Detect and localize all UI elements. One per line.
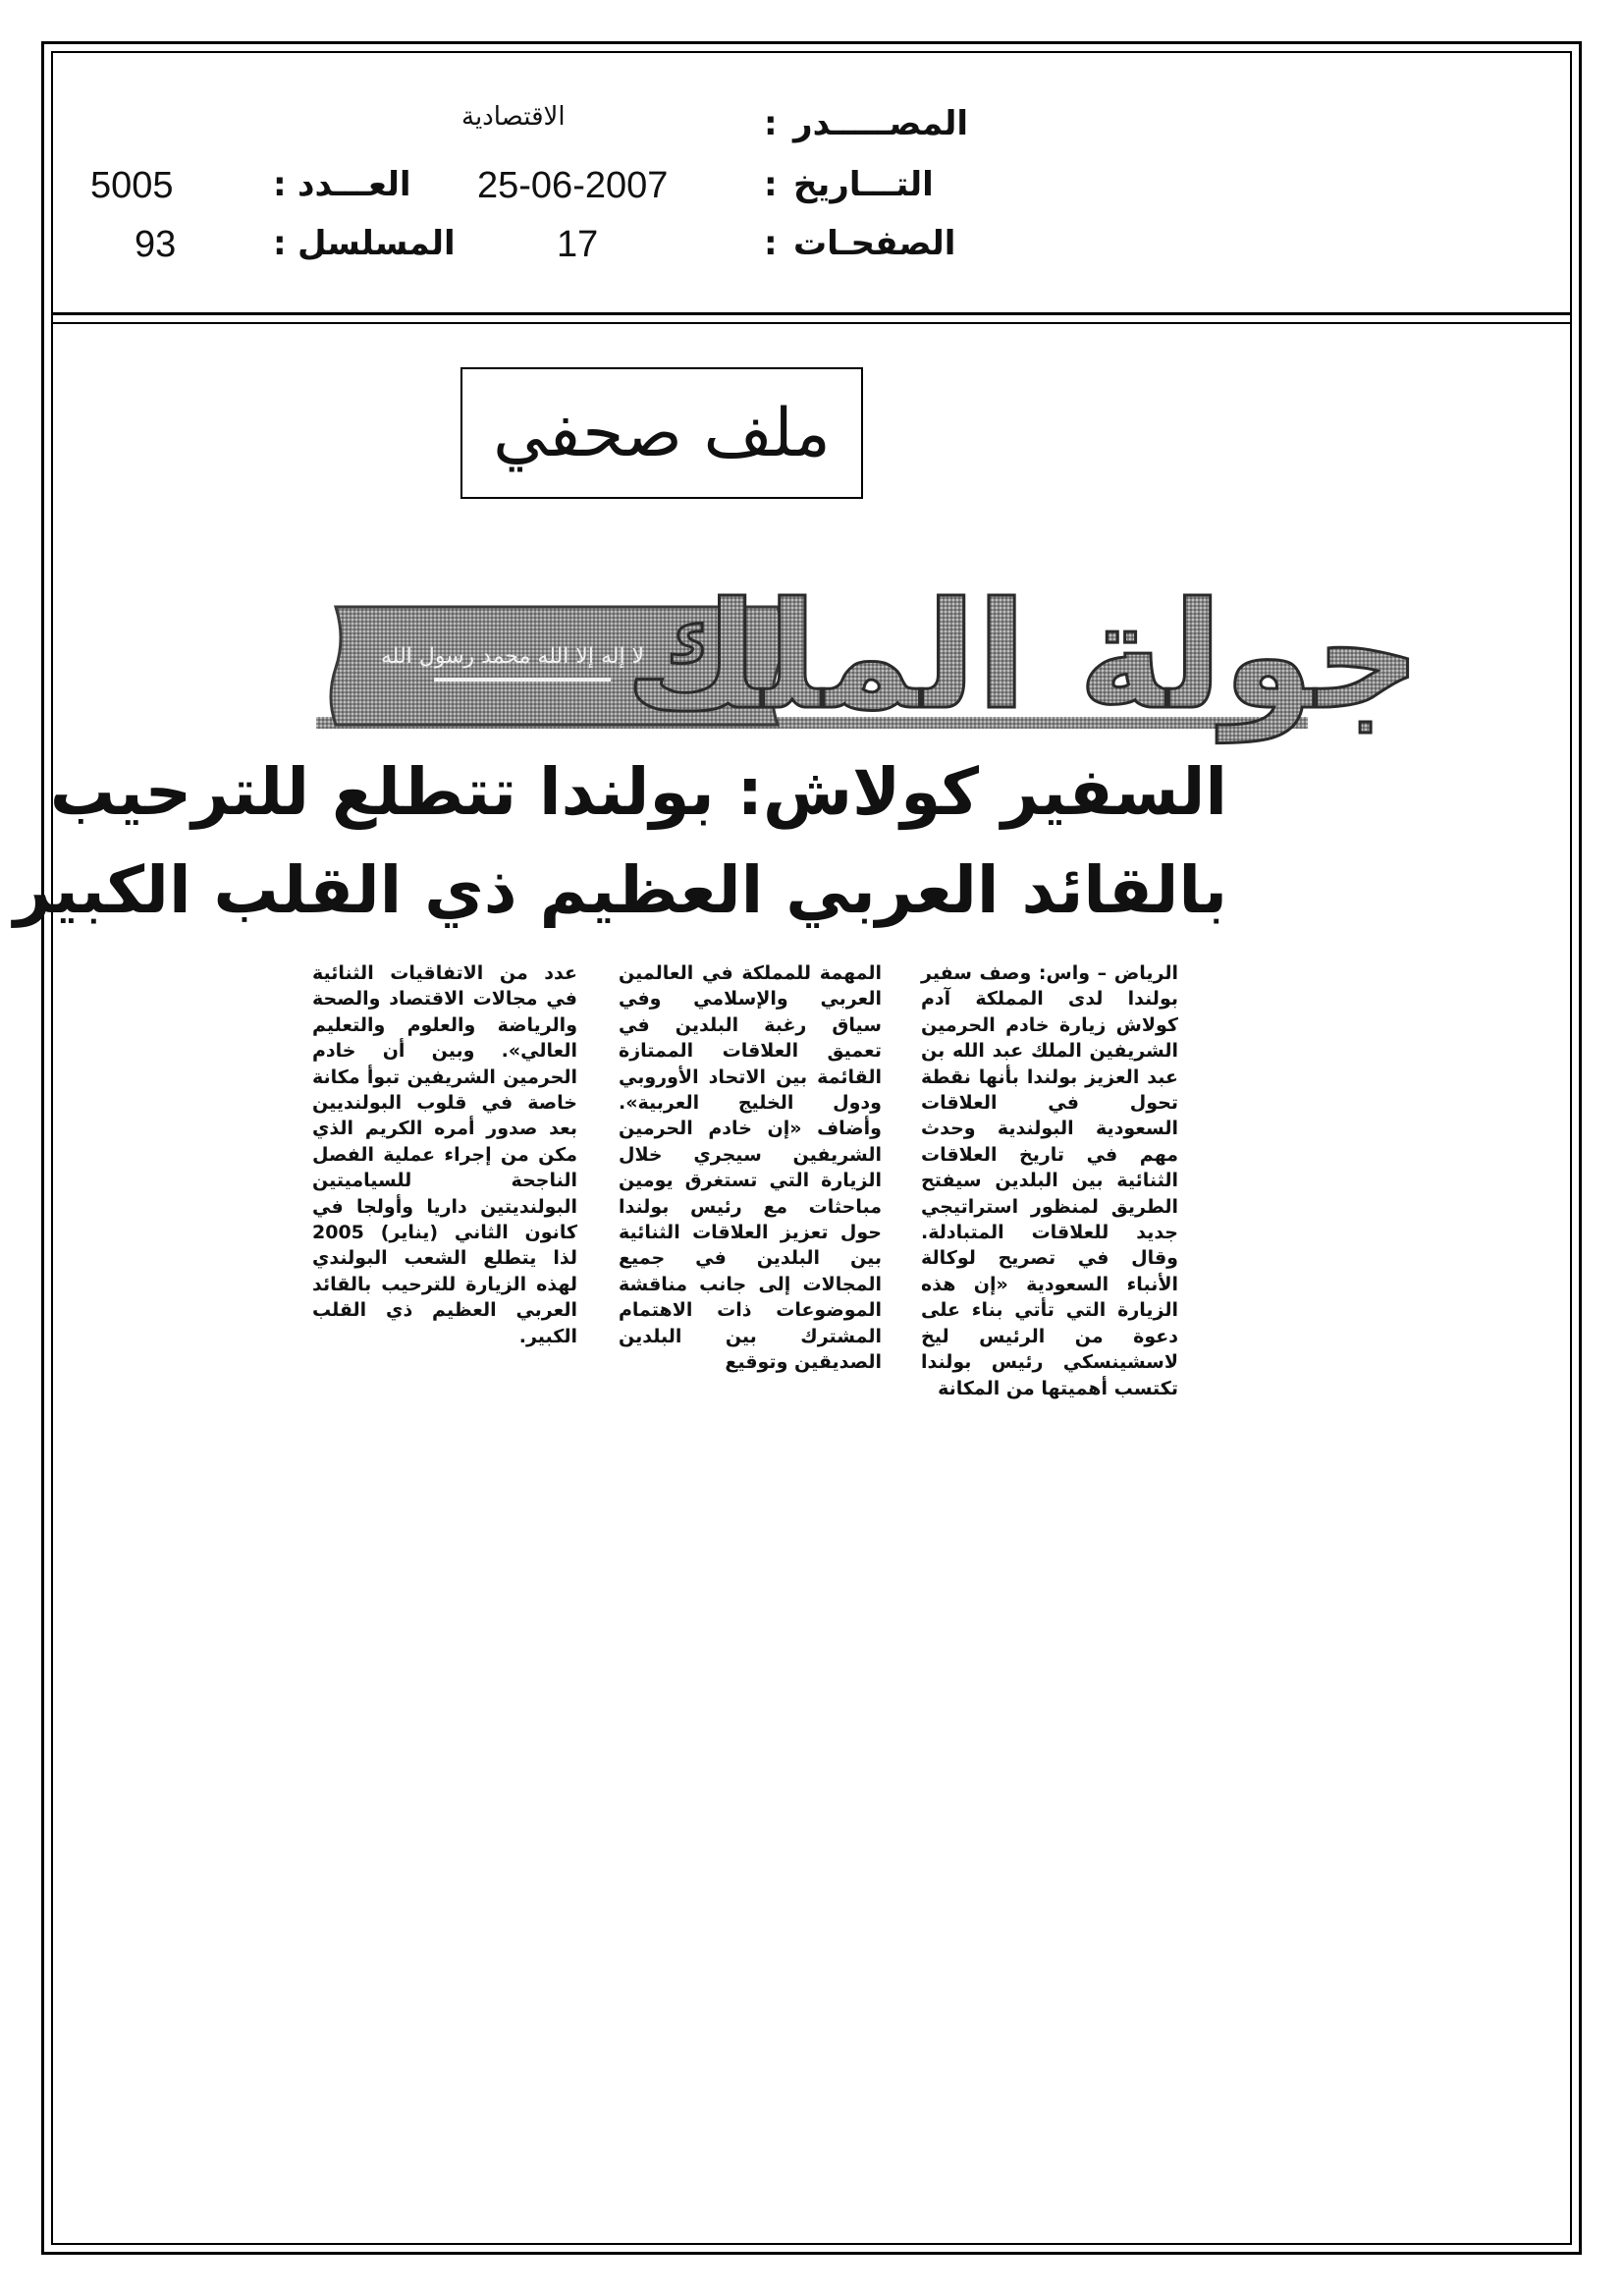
press-file-title: ملف صحفي [493,394,831,472]
issue-value: 5005 [90,165,174,206]
date-value: 25-06-2007 [477,165,669,206]
kings-tour-banner [316,560,1422,744]
header-divider-inner [51,322,1572,324]
headline-line-2: بالقائد العربي العظيم ذي القلب الكبير [13,852,1227,928]
serial-colon: : [273,224,287,263]
banner-text: جولة الملك [624,572,1422,742]
date-colon: : [764,165,778,204]
source-value: الاقتصادية [461,102,566,132]
source-label: المصـــــدر [793,104,969,143]
press-file-box [460,367,863,499]
flag-shahada: لا إله إلا الله محمد رسول الله [380,644,645,669]
pages-colon: : [764,224,778,263]
pages-value: 17 [557,224,599,265]
issue-colon: : [273,165,287,204]
pages-label: الصفحـات [793,224,956,263]
header-divider [51,312,1572,315]
article-column-3: عدد من الاتفاقيات الثنائية في مجالات الاقتصاد والصحة والرياضة والعلوم والتعليم العالي». وبين أن خادم الحرمين الشريفين تبوأ مكانة خاصة في قلوب البولنديين بعد صدور أمره الكريم الذي مكن من إجراء عملية الفصل الناجحة للسياميتين البولنديتين داريا وأولجا في كانون الثاني (يناير) 2005 لذا يتطلع الشعب البولندي لهذه الزيارة للترحيب بالقائد العربي العظيم ذي القلب الكبير. [312,962,577,1347]
serial-label: المسلسل [298,224,456,263]
article-column-1: الرياض – واس: وصف سفير بولندا لدى المملكة آدم كولاش زيارة خادم الحرمين الشريفين الملك عبد الله بن عبد العزيز بولندا بأنها نقطة تحول في العلاقات السعودية البولندية وحدث مهم في تاريخ العلاقات الثنائية بين البلدين سيفتح الطريق لمنظور استراتيجي جديد للعلاقات المتبادلة. وقال في تصريح لوكالة الأنباء السعودية «إن هذه الزيارة التي تأتي بناء على دعوة من الرئيس ليخ لاسشينسكي رئيس بولندا تكتسب أهميتها من المكانة [921,962,1178,1399]
source-colon: : [764,104,778,143]
date-label: التـــاريخ [793,165,934,204]
headline-line-1: السفير كولاش: بولندا تتطلع للترحيب [49,754,1227,830]
issue-label: العـــدد [298,165,411,204]
article-column-2: المهمة للمملكة في العالمين العربي والإسلامي وفي سياق رغبة البلدين في تعميق العلاقات الممتازة القائمة بين الاتحاد الأوروبي ودول الخليج العربية». وأضاف «إن خادم الحرمين الشريفين سيجري خلال الزيارة التي تستغرق يومين مباحثات مع رئيس بولندا حول تعزيز العلاقات الثنائية بين البلدين في جميع المجالات إلى جانب مناقشة الموضوعات ذات الاهتمام المشترك بين البلدين الصديقين وتوقيع [619,962,882,1374]
serial-value: 93 [135,224,177,265]
